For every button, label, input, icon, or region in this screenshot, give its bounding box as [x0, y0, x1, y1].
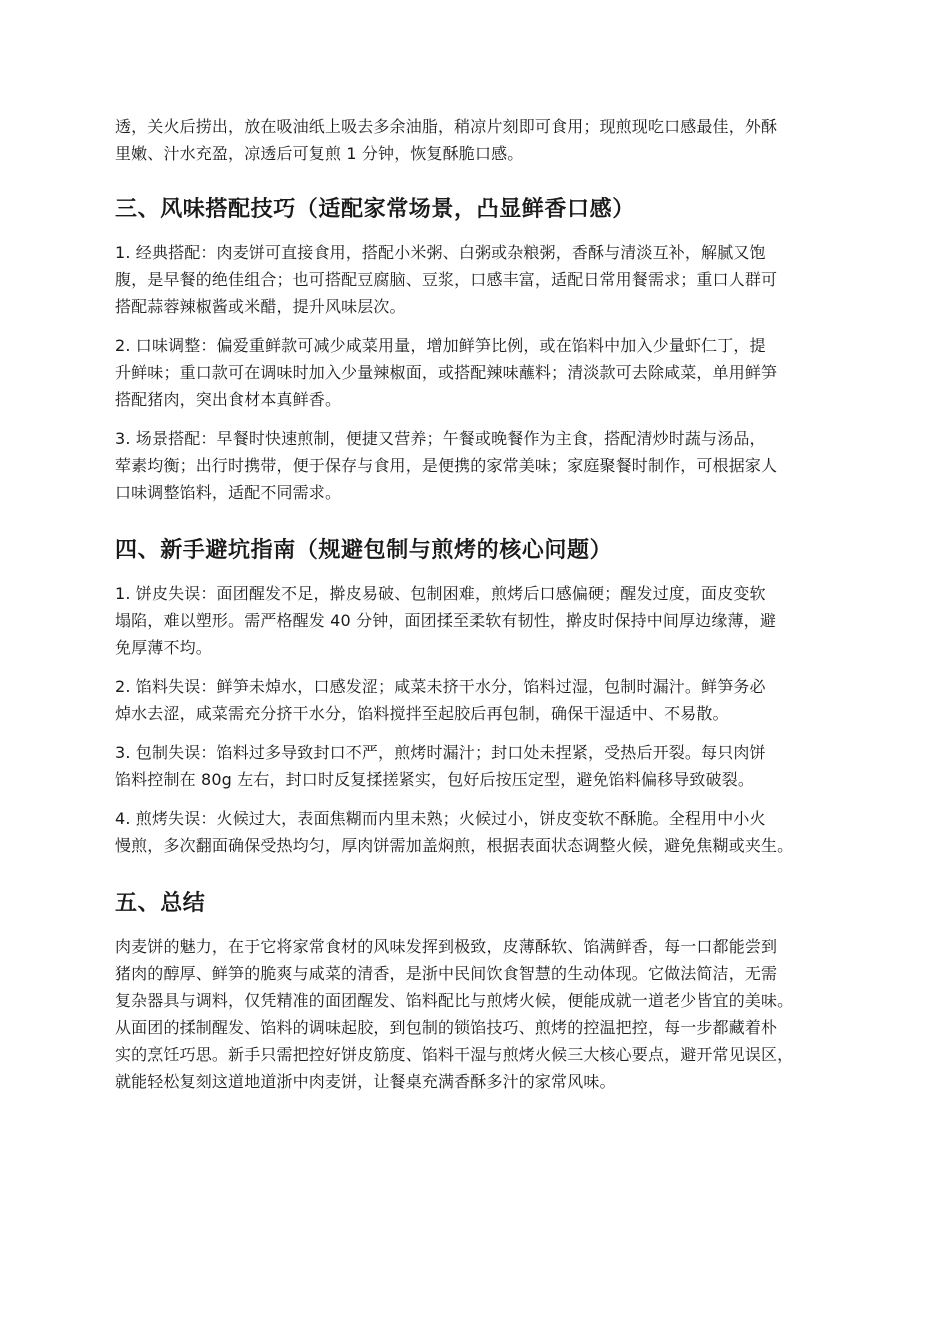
- text-line: 馅料控制在 80g 左右，封口时反复揉搓紧实，包好后按压定型，避免馅料偏移导致破裂。: [115, 770, 754, 789]
- section-heading-5: 五、总结: [115, 891, 206, 916]
- text-line: 实的烹饪巧思。新手只需把控好饼皮筋度、馅料干湿与煎烤火候三大核心要点，避开常见误区，: [115, 1045, 794, 1064]
- section4-item-3: [115, 739, 847, 793]
- text-line: 4. 煎烤失误：火候过大，表面焦糊而内里未熟；火候过小，饼皮变软不酥脆。全程用中小火: [115, 809, 766, 828]
- text-line: 口味调整馅料，适配不同需求。: [115, 483, 342, 502]
- text-line: 3. 包制失误：馅料过多导致封口不严，煎烤时漏汁；封口处未捏紧，受热后开裂。每只肉饼: [115, 743, 766, 762]
- section-heading-4: 四、新手避坑指南（规避包制与煎烤的核心问题）: [115, 538, 613, 563]
- text-line: 1. 饼皮失误：面团醒发不足，擀皮易破、包制困难，煎烤后口感偏硬；醒发过度，面皮变软: [115, 584, 766, 603]
- text-line: 2. 馅料失误：鲜笋未焯水，口感发涩；咸菜未挤干水分，馅料过湿，包制时漏汁。鲜笋务必: [115, 677, 766, 696]
- section4-item-2: [115, 673, 847, 727]
- document-page: [115, 113, 847, 1107]
- section4-item-1: [115, 580, 847, 661]
- text-line: 2. 口味调整：偏爱重鲜款可减少咸菜用量，增加鲜笋比例，或在馅料中加入少量虾仁丁，提: [115, 336, 766, 355]
- text-line: 免厚薄不均。: [115, 638, 212, 657]
- text-line: 慢煎，多次翻面确保受热均匀，厚肉饼需加盖焖煎，根据表面状态调整火候，避免焦糊或夹生。: [115, 836, 794, 855]
- text-line: 从面团的揉制醒发、馅料的调味起胶，到包制的锁馅技巧、煎烤的控温把控，每一步都藏着朴: [115, 1018, 778, 1037]
- text-line: 肉麦饼的魅力，在于它将家常食材的风味发挥到极致，皮薄酥软、馅满鲜香，每一口都能尝到: [115, 937, 778, 956]
- section-heading-3: 三、风味搭配技巧（适配家常场景，凸显鲜香口感）: [115, 197, 635, 222]
- text-line: 搭配蒜蓉辣椒酱或米醋，提升风味层次。: [115, 297, 406, 316]
- intro-paragraph: [115, 113, 847, 167]
- text-line: 升鲜味；重口款可在调味时加入少量辣椒面，或搭配辣味蘸料；清淡款可去除咸菜，单用鲜笋: [115, 363, 778, 382]
- text-line: 复杂器具与调料，仅凭精准的面团醒发、馅料配比与煎烤火候，便能成就一道老少皆宜的美味。: [115, 991, 794, 1010]
- text-line: 搭配猪肉，突出食材本真鲜香。: [115, 390, 342, 409]
- text-line: 1. 经典搭配：肉麦饼可直接食用，搭配小米粥、白粥或杂粮粥，香酥与清淡互补，解腻又饱: [115, 243, 766, 262]
- section3-item-3: [115, 425, 847, 506]
- text-line: 焯水去涩，咸菜需充分挤干水分，馅料搅拌至起胶后再包制，确保干湿适中、不易散。: [115, 704, 729, 723]
- section3-item-1: [115, 239, 847, 320]
- text-line: 荤素均衡；出行时携带，便于保存与食用，是便携的家常美味；家庭聚餐时制作，可根据家人: [115, 456, 778, 475]
- section4-item-4: [115, 805, 847, 859]
- text-line: 透，关火后捞出，放在吸油纸上吸去多余油脂，稍凉片刻即可食用；现煎现吃口感最佳，外酥: [115, 117, 778, 136]
- summary-paragraph: [115, 933, 847, 1095]
- text-line: 塌陷，难以塑形。需严格醒发 40 分钟，面团揉至柔软有韧性，擀皮时保持中间厚边缘薄，避: [115, 611, 776, 630]
- text-line: 腹，是早餐的绝佳组合；也可搭配豆腐脑、豆浆，口感丰富，适配日常用餐需求；重口人群可: [115, 270, 778, 289]
- text-line: 里嫩、汁水充盈，凉透后可复煎 1 分钟，恢复酥脆口感。: [115, 144, 524, 163]
- section3-item-2: [115, 332, 847, 413]
- text-line: 就能轻松复刻这道地道浙中肉麦饼，让餐桌充满香酥多汁的家常风味。: [115, 1072, 616, 1091]
- text-line: 3. 场景搭配：早餐时快速煎制，便捷又营养；午餐或晚餐作为主食，搭配清炒时蔬与汤品，: [115, 429, 766, 448]
- text-line: 猪肉的醇厚、鲜笋的脆爽与咸菜的清香，是浙中民间饮食智慧的生动体现。它做法简洁，无需: [115, 964, 778, 983]
